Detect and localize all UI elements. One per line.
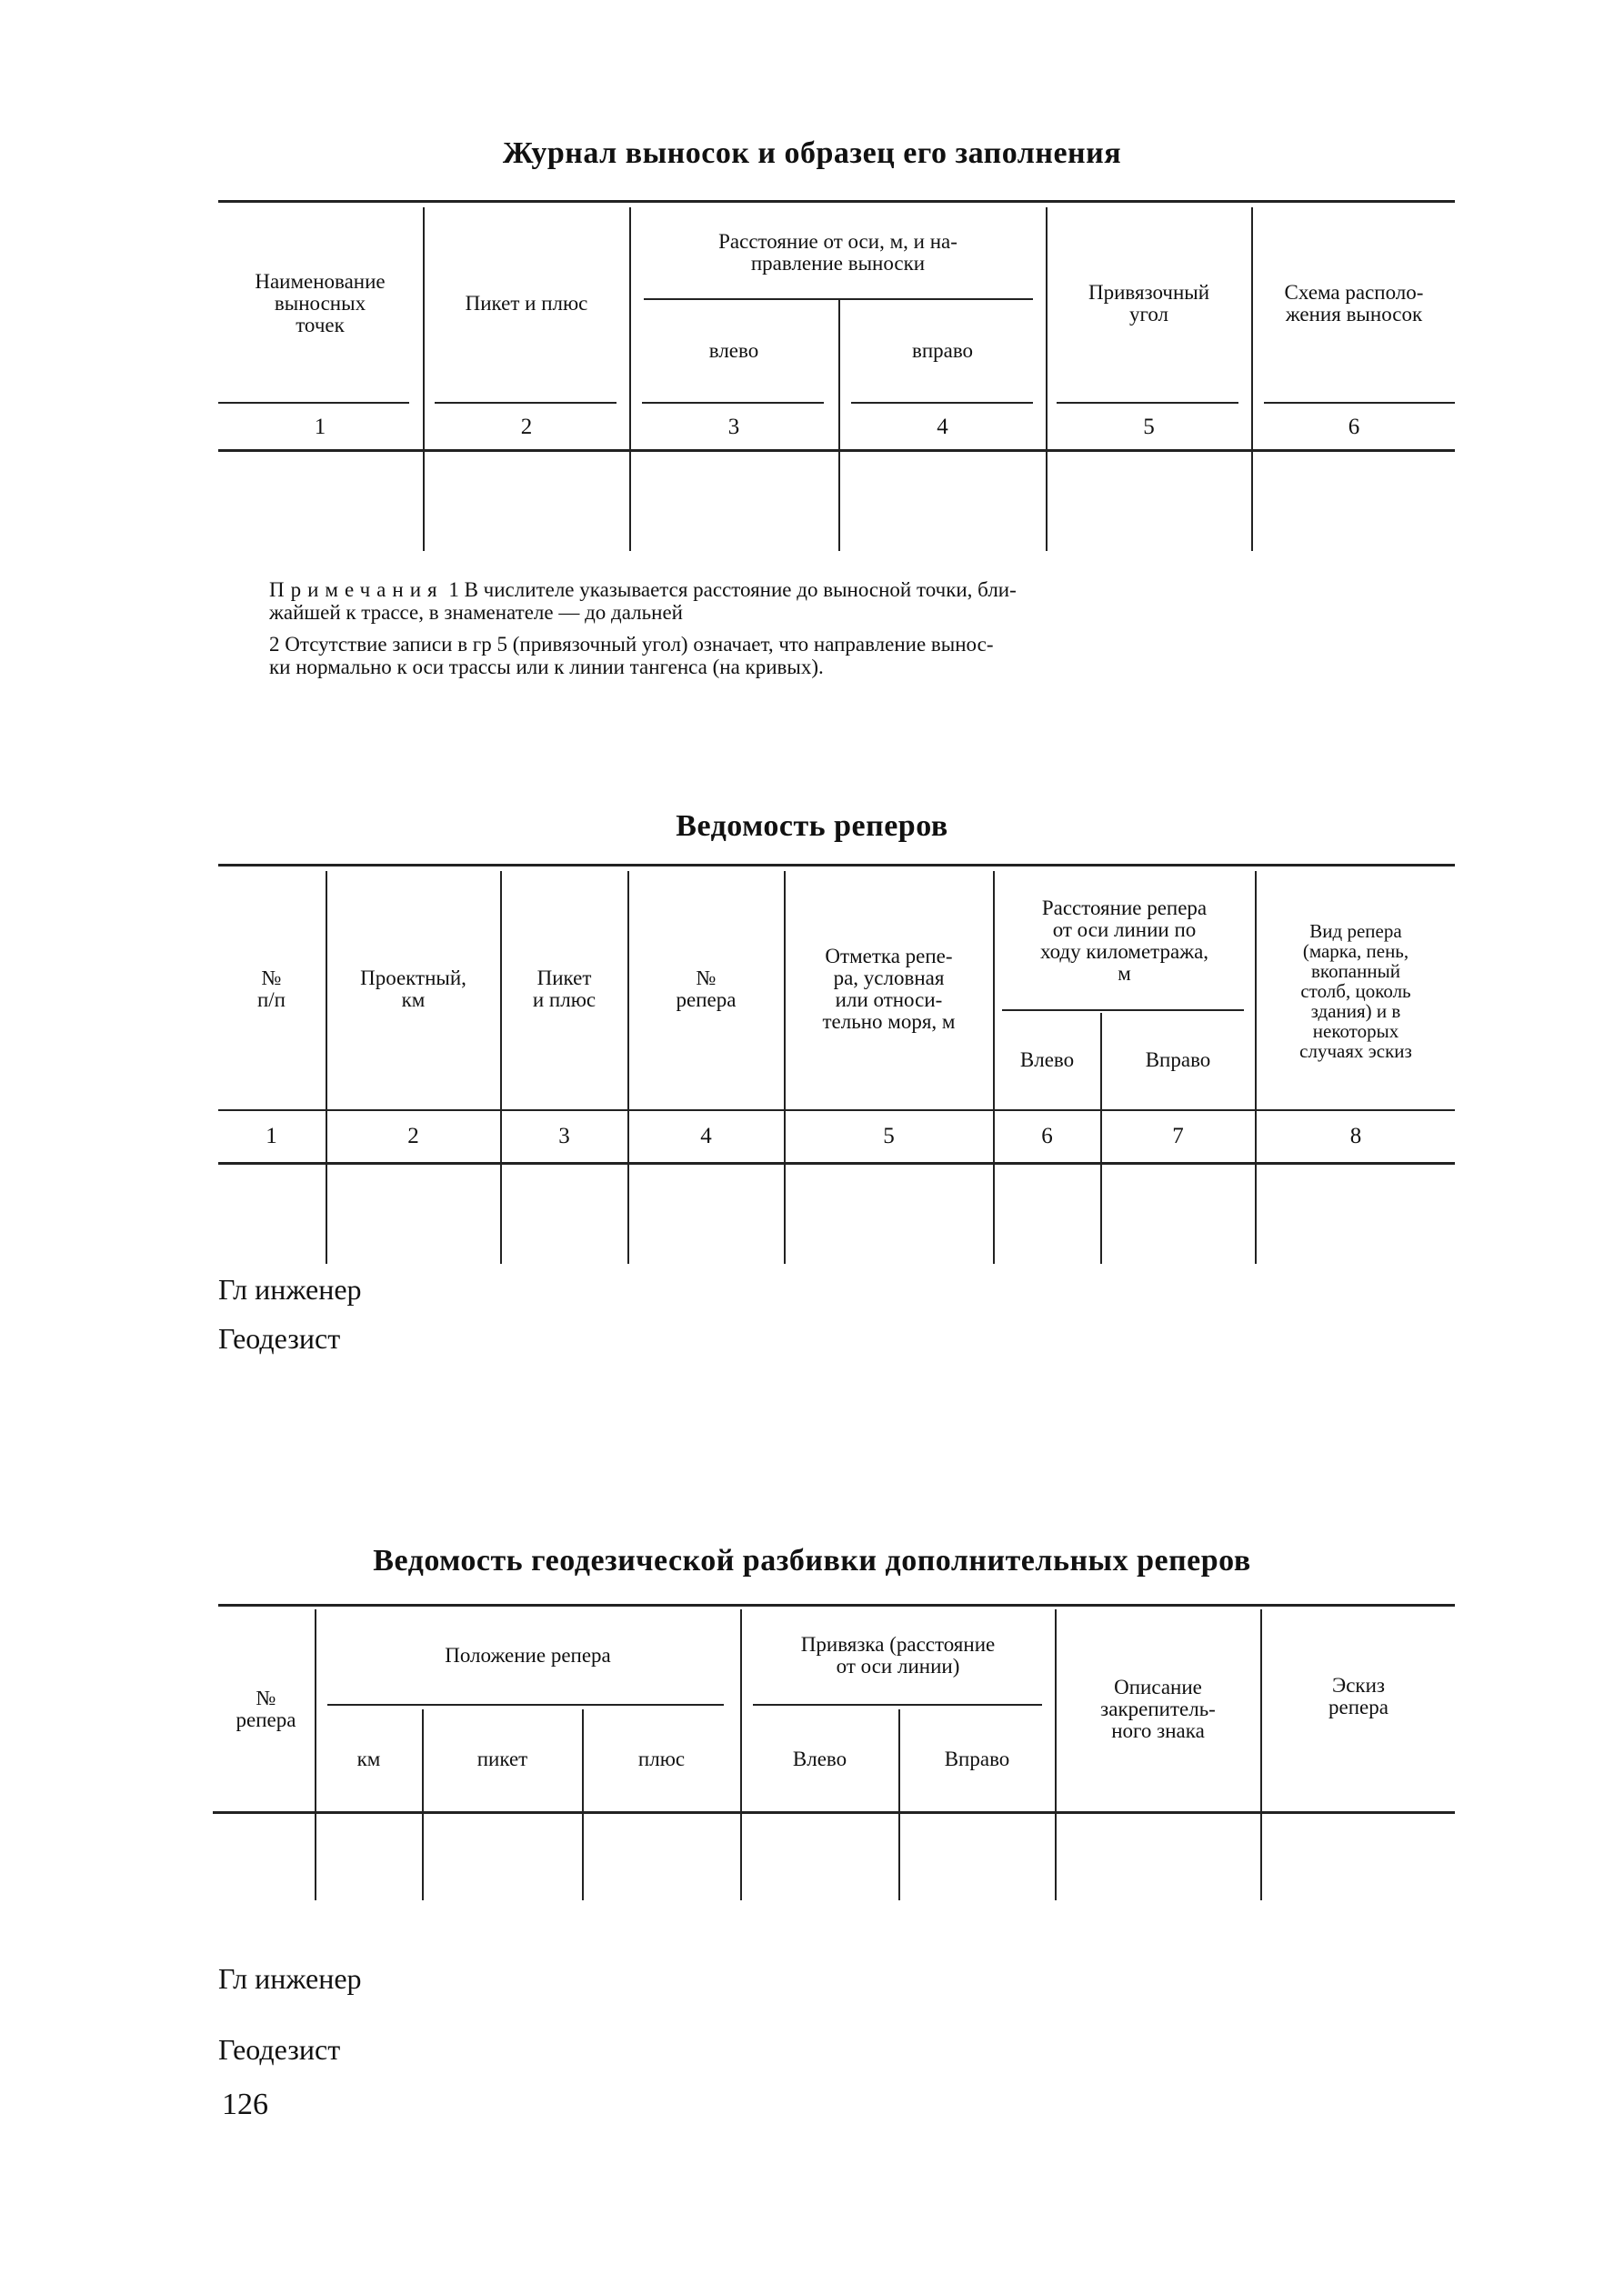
reper-col-number: 4 — [700, 1123, 712, 1148]
extra-header-left: Влево — [792, 1747, 847, 1770]
extra-header-right: Вправо — [944, 1747, 1010, 1770]
extra-header-km: км — [356, 1747, 381, 1770]
journal-col-number: 6 — [1348, 414, 1360, 439]
journal-header-left: влево — [708, 338, 759, 362]
reper-header-number: № п/п — [256, 966, 286, 1011]
journal-note-2: 2 Отсутствие записи в гр 5 (привязочный угол) означает, что направление вынос- ки нормально к оси трассы или к линии тангенса (на кривых). — [269, 633, 994, 679]
reper-col-number: 5 — [883, 1123, 895, 1148]
reper-signature-geodesist: Геодезист — [218, 1322, 341, 1355]
extra-header-binding: Привязка (расстояние от оси линии) — [800, 1632, 996, 1678]
extra-header-picket: пикет — [476, 1747, 528, 1770]
reper-header-picket: Пикет и плюс — [532, 966, 596, 1011]
reper-col-number: 7 — [1172, 1123, 1184, 1148]
reper-header-left: Влево — [1019, 1047, 1075, 1071]
extra-header-sketch: Эскиз репера — [1328, 1674, 1388, 1719]
journal-header-distance: Расстояние от оси, м, и на- правление выноски — [718, 229, 957, 275]
note-1-text: 1 В числителе указывается расстояние до выносной точки, бли- жайшей к трассе, в знаменателе — до дальней — [269, 578, 1017, 625]
reper-header-distance: Расстояние репера от оси линии по ходу километража, м — [1039, 896, 1209, 986]
reper-col-number: 1 — [266, 1123, 277, 1148]
journal-header-angle: Привязочный угол — [1088, 280, 1210, 326]
extra-header-description: Описание закрепитель- ного знака — [1100, 1675, 1216, 1743]
journal-col-number: 1 — [314, 414, 326, 439]
reper-header-type: Вид репера (марка, пень, вкопанный столб, цоколь здания) и в некоторых случаях эскиз — [1299, 919, 1412, 1063]
journal-col-number: 4 — [937, 414, 948, 439]
extra-header-plus: плюс — [637, 1747, 686, 1770]
page-number: 126 — [222, 2088, 268, 2121]
reper-header-elevation: Отметка репе- ра, условная или относи- тельно моря, м — [822, 944, 956, 1034]
reper-header-right: Вправо — [1145, 1047, 1211, 1071]
journal-header-picket: Пикет и плюс — [465, 291, 588, 315]
reper-header-km: Проектный, км — [360, 966, 466, 1011]
journal-header-scheme: Схема располо- жения выносок — [1284, 280, 1424, 326]
journal-title: Журнал выносок и образец его заполнения — [502, 136, 1122, 170]
journal-col-number: 2 — [520, 414, 533, 439]
reper-signature-chief-engineer: Гл инженер — [218, 1273, 362, 1306]
note-label: Примечания — [269, 578, 444, 601]
extra-signature-chief-engineer: Гл инженер — [218, 1962, 362, 1995]
extra-header-position: Положение репера — [445, 1643, 611, 1667]
reper-col-number: 2 — [407, 1123, 419, 1148]
reper-col-number: 3 — [558, 1123, 570, 1148]
reper-header-reper-number: № репера — [676, 966, 737, 1011]
journal-header-points: Наименование выносных точек — [255, 269, 386, 337]
reper-col-number: 6 — [1041, 1123, 1053, 1148]
journal-header-right: вправо — [911, 338, 974, 362]
reper-title: Ведомость реперов — [676, 809, 948, 843]
journal-col-number: 3 — [727, 414, 740, 439]
reper-col-number: 8 — [1349, 1123, 1362, 1148]
extra-signature-geodesist: Геодезист — [218, 2033, 341, 2066]
extra-header-reper-number: № репера — [236, 1686, 296, 1731]
journal-col-number: 5 — [1143, 414, 1155, 439]
extra-title: Ведомость геодезической разбивки дополнительных реперов — [373, 1544, 1251, 1578]
journal-note-1 — [269, 578, 1451, 625]
